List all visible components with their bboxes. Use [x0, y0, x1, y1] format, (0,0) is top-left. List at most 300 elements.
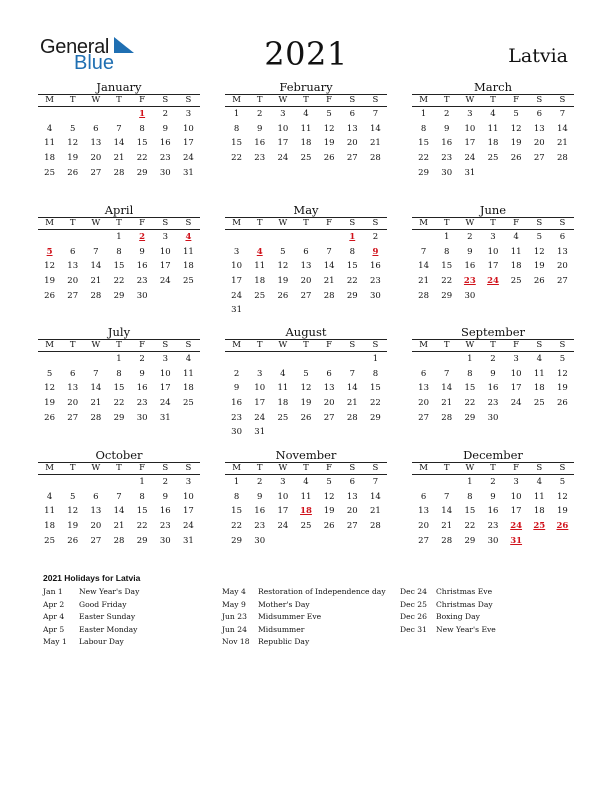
- day-cell: 17: [464, 138, 476, 149]
- day-cell: 5: [559, 354, 566, 365]
- week-row: [412, 504, 574, 519]
- month-may: [225, 203, 387, 318]
- day-cell: 31: [183, 167, 194, 178]
- day-cell: 20: [300, 276, 312, 287]
- holiday-day-cell: 25: [533, 521, 546, 532]
- day-cell: 28: [90, 290, 102, 301]
- weekday-header: S: [177, 340, 200, 352]
- weekday-header: T: [294, 218, 317, 230]
- day-cell: 11: [510, 246, 522, 257]
- day-cell: 28: [113, 167, 125, 178]
- week-row: [412, 259, 574, 274]
- day-cell: 22: [346, 276, 358, 287]
- day-cell: 6: [559, 232, 566, 243]
- holidays-column: [222, 586, 386, 649]
- day-cell: 19: [557, 383, 568, 394]
- holiday-name: Christmas Day: [436, 599, 493, 609]
- week-row: [412, 396, 574, 411]
- day-cell: 17: [183, 506, 194, 517]
- day-cell: 13: [67, 261, 79, 272]
- day-cell: 15: [464, 383, 476, 394]
- day-cell: 29: [370, 412, 381, 423]
- day-cell: 2: [490, 354, 496, 365]
- day-cell: 16: [370, 261, 381, 272]
- logo-general-text: General: [40, 36, 110, 58]
- day-cell: 21: [346, 398, 358, 409]
- day-cell: 22: [441, 276, 453, 287]
- day-cell: 6: [93, 491, 99, 502]
- day-cell: 31: [159, 412, 171, 423]
- day-cell: 7: [372, 477, 379, 488]
- day-cell: 9: [257, 491, 263, 502]
- day-cell: 20: [323, 398, 335, 409]
- day-cell: 25: [487, 153, 499, 164]
- day-cell: 12: [277, 261, 289, 272]
- weekday-header: W: [84, 463, 107, 475]
- empty-cell: [481, 165, 504, 180]
- weekday-header: S: [177, 463, 200, 475]
- month-table: [412, 339, 574, 425]
- day-cell: 5: [303, 368, 309, 379]
- day-cell: 16: [464, 261, 476, 272]
- empty-cell: [84, 107, 107, 122]
- day-cell: 22: [136, 153, 148, 164]
- weekday-header: S: [528, 95, 551, 107]
- holidays-column: [400, 586, 496, 636]
- day-cell: 11: [44, 506, 55, 517]
- week-row: [225, 367, 387, 382]
- weekday-header: S: [528, 340, 551, 352]
- week-row: [38, 519, 200, 534]
- month-table: [412, 217, 574, 303]
- day-cell: 7: [326, 246, 332, 257]
- day-cell: 29: [136, 535, 148, 546]
- day-cell: 5: [70, 123, 76, 134]
- day-cell: 22: [113, 276, 125, 287]
- day-cell: 8: [467, 368, 473, 379]
- day-cell: 18: [533, 383, 545, 394]
- weekday-header: S: [364, 95, 387, 107]
- day-cell: 26: [67, 167, 79, 178]
- weekday-header: T: [435, 218, 458, 230]
- week-row: [225, 245, 387, 260]
- month-table: [225, 217, 387, 318]
- day-cell: 11: [487, 123, 499, 134]
- day-cell: 3: [162, 354, 168, 365]
- month-title: January: [96, 80, 142, 94]
- day-cell: 23: [136, 398, 148, 409]
- holiday-item: [222, 636, 386, 649]
- holiday-day-cell: 18: [300, 506, 312, 517]
- holiday-day-cell: 26: [556, 521, 569, 532]
- day-cell: 6: [420, 368, 427, 379]
- empty-cell: [84, 352, 107, 367]
- day-cell: 19: [323, 506, 335, 517]
- day-cell: 14: [370, 491, 381, 502]
- empty-cell: [341, 425, 364, 440]
- weekday-header: W: [84, 340, 107, 352]
- day-cell: 3: [513, 477, 519, 488]
- day-cell: 9: [467, 246, 473, 257]
- day-cell: 30: [487, 412, 499, 423]
- day-cell: 10: [159, 368, 171, 379]
- month-title: July: [107, 325, 131, 339]
- weekday-header: W: [271, 340, 294, 352]
- day-cell: 9: [444, 123, 450, 134]
- day-cell: 3: [513, 354, 519, 365]
- day-cell: 18: [44, 521, 55, 532]
- day-cell: 29: [113, 290, 125, 301]
- holiday-day-cell: 5: [46, 246, 53, 257]
- weekday-header: T: [435, 95, 458, 107]
- month-february: [225, 80, 387, 165]
- day-cell: 17: [159, 383, 171, 394]
- day-cell: 22: [370, 398, 381, 409]
- day-cell: 21: [323, 276, 335, 287]
- empty-cell: [248, 352, 271, 367]
- holidays-column: [43, 586, 139, 649]
- day-cell: 25: [183, 276, 194, 287]
- empty-cell: [271, 425, 294, 440]
- empty-cell: [294, 230, 317, 245]
- day-cell: 11: [300, 491, 312, 502]
- day-cell: 13: [67, 383, 79, 394]
- empty-cell: [38, 107, 61, 122]
- year-title: 2021: [264, 35, 348, 73]
- day-cell: 24: [183, 153, 194, 164]
- day-cell: 25: [533, 398, 545, 409]
- holiday-name: Boxing Day: [436, 612, 480, 621]
- day-cell: 27: [346, 521, 358, 532]
- week-row: [225, 475, 387, 490]
- week-row: [38, 504, 200, 519]
- day-cell: 19: [67, 153, 79, 164]
- holiday-name: Labour Day: [79, 637, 124, 646]
- day-cell: 27: [418, 535, 429, 546]
- day-cell: 20: [346, 138, 358, 149]
- month-title: April: [104, 203, 134, 217]
- day-cell: 8: [233, 491, 240, 502]
- day-cell: 4: [185, 354, 192, 365]
- day-cell: 4: [536, 354, 542, 365]
- holiday-item: [43, 599, 139, 612]
- day-cell: 24: [277, 521, 289, 532]
- day-cell: 11: [533, 368, 545, 379]
- empty-cell: [61, 352, 84, 367]
- logo-blue-text: Blue: [74, 52, 115, 74]
- week-row: [225, 533, 387, 548]
- day-cell: 2: [257, 109, 263, 120]
- month-title: May: [293, 203, 319, 217]
- week-row: [225, 519, 387, 534]
- weekday-header: T: [61, 340, 84, 352]
- day-cell: 9: [490, 491, 496, 502]
- month-table: [38, 217, 200, 303]
- weekday-header: W: [458, 218, 481, 230]
- day-cell: 10: [231, 261, 242, 272]
- day-cell: 13: [90, 138, 102, 149]
- day-cell: 26: [277, 290, 289, 301]
- day-cell: 20: [67, 276, 79, 287]
- empty-cell: [271, 533, 294, 548]
- empty-cell: [318, 533, 341, 548]
- day-cell: 9: [162, 491, 168, 502]
- day-cell: 6: [349, 477, 355, 488]
- empty-cell: [225, 352, 248, 367]
- empty-cell: [528, 165, 551, 180]
- day-cell: 20: [557, 261, 568, 272]
- day-cell: 28: [346, 412, 358, 423]
- day-cell: 11: [254, 261, 266, 272]
- week-row: [38, 165, 200, 180]
- day-cell: 22: [464, 398, 476, 409]
- day-cell: 12: [557, 491, 568, 502]
- day-cell: 15: [231, 506, 242, 517]
- day-cell: 28: [441, 535, 453, 546]
- weekday-header: F: [505, 218, 528, 230]
- day-cell: 18: [254, 276, 266, 287]
- month-july: [38, 325, 200, 425]
- holiday-day-cell: 31: [510, 535, 523, 546]
- day-cell: 3: [162, 232, 168, 243]
- day-cell: 28: [418, 290, 429, 301]
- empty-cell: [271, 303, 294, 318]
- day-cell: 1: [116, 232, 122, 243]
- day-cell: 3: [233, 246, 240, 257]
- holiday-name: Mother's Day: [258, 599, 310, 609]
- weekday-header: T: [107, 340, 130, 352]
- day-cell: 2: [162, 477, 168, 488]
- week-row: [225, 122, 387, 137]
- day-cell: 27: [67, 412, 79, 423]
- weekday-header: T: [61, 463, 84, 475]
- day-cell: 15: [418, 138, 429, 149]
- day-cell: 14: [441, 383, 453, 394]
- empty-cell: [528, 410, 551, 425]
- day-cell: 16: [254, 138, 266, 149]
- weekday-header: T: [435, 340, 458, 352]
- month-april: [38, 203, 200, 303]
- week-row: [38, 352, 200, 367]
- day-cell: 13: [300, 261, 312, 272]
- weekday-header: T: [481, 218, 504, 230]
- day-cell: 19: [67, 521, 79, 532]
- day-cell: 30: [370, 290, 381, 301]
- holiday-date: Dec 24: [400, 587, 427, 596]
- weekday-header: M: [38, 463, 61, 475]
- week-row: [38, 107, 200, 122]
- weekday-header: F: [318, 463, 341, 475]
- day-cell: 10: [277, 491, 289, 502]
- day-cell: 30: [136, 290, 148, 301]
- day-cell: 12: [323, 491, 335, 502]
- empty-cell: [271, 230, 294, 245]
- day-cell: 14: [441, 506, 453, 517]
- day-cell: 12: [323, 123, 335, 134]
- day-cell: 12: [510, 123, 522, 134]
- month-october: [38, 448, 200, 548]
- empty-cell: [38, 475, 61, 490]
- holiday-day-cell: 24: [510, 521, 523, 532]
- week-row: [38, 533, 200, 548]
- weekday-header: S: [551, 340, 574, 352]
- weekday-header: S: [154, 340, 177, 352]
- day-cell: 24: [159, 398, 171, 409]
- empty-cell: [364, 425, 387, 440]
- empty-cell: [225, 230, 248, 245]
- day-cell: 15: [464, 506, 476, 517]
- day-cell: 4: [46, 123, 53, 134]
- month-table: [225, 94, 387, 165]
- month-title: October: [95, 448, 143, 462]
- month-table: [38, 94, 200, 180]
- day-cell: 16: [136, 383, 148, 394]
- weekday-header: T: [107, 218, 130, 230]
- day-cell: 22: [231, 153, 242, 164]
- day-cell: 9: [162, 123, 168, 134]
- day-cell: 3: [467, 109, 473, 120]
- day-cell: 16: [254, 506, 266, 517]
- day-cell: 19: [300, 398, 312, 409]
- day-cell: 24: [254, 412, 266, 423]
- week-row: [412, 165, 574, 180]
- week-row: [38, 151, 200, 166]
- day-cell: 23: [487, 521, 499, 532]
- empty-cell: [318, 230, 341, 245]
- weekday-header: T: [107, 95, 130, 107]
- day-cell: 25: [510, 276, 522, 287]
- day-cell: 28: [441, 412, 453, 423]
- day-cell: 18: [183, 383, 194, 394]
- week-row: [225, 396, 387, 411]
- holiday-name: Restoration of Independence day: [258, 587, 386, 596]
- day-cell: 30: [136, 412, 148, 423]
- day-cell: 8: [372, 368, 379, 379]
- day-cell: 25: [183, 398, 194, 409]
- day-cell: 20: [418, 398, 429, 409]
- day-cell: 16: [136, 261, 148, 272]
- day-cell: 10: [510, 491, 522, 502]
- day-cell: 8: [139, 491, 145, 502]
- day-cell: 8: [139, 123, 145, 134]
- week-row: [225, 288, 387, 303]
- day-cell: 12: [533, 246, 545, 257]
- day-cell: 6: [70, 246, 76, 257]
- day-cell: 1: [372, 354, 379, 365]
- day-cell: 30: [159, 167, 171, 178]
- month-table: [412, 462, 574, 548]
- holiday-date: Jun 23: [222, 612, 247, 621]
- day-cell: 17: [510, 383, 522, 394]
- day-cell: 11: [44, 138, 55, 149]
- day-cell: 27: [533, 153, 545, 164]
- day-cell: 30: [254, 535, 266, 546]
- day-cell: 17: [159, 261, 171, 272]
- day-cell: 6: [536, 109, 542, 120]
- weekday-header: S: [551, 218, 574, 230]
- day-cell: 4: [303, 109, 309, 120]
- month-september: [412, 325, 574, 425]
- day-cell: 26: [323, 521, 335, 532]
- day-cell: 8: [116, 246, 122, 257]
- day-cell: 1: [467, 477, 473, 488]
- day-cell: 8: [444, 246, 450, 257]
- day-cell: 23: [136, 276, 148, 287]
- day-cell: 22: [231, 521, 242, 532]
- holiday-item: [400, 586, 496, 599]
- day-cell: 17: [487, 261, 499, 272]
- holiday-day-cell: 1: [349, 232, 356, 243]
- day-cell: 15: [113, 383, 125, 394]
- day-cell: 16: [231, 398, 242, 409]
- month-title: August: [285, 325, 327, 339]
- day-cell: 8: [467, 491, 473, 502]
- day-cell: 9: [490, 368, 496, 379]
- holiday-name: Christmas Eve: [436, 587, 493, 596]
- weekday-header: T: [61, 218, 84, 230]
- holiday-date: Apr 5: [43, 624, 65, 634]
- day-cell: 4: [280, 368, 286, 379]
- day-cell: 26: [323, 153, 335, 164]
- week-row: [412, 367, 574, 382]
- weekday-header: S: [551, 95, 574, 107]
- day-cell: 2: [372, 232, 379, 243]
- day-cell: 13: [418, 506, 429, 517]
- day-cell: 9: [139, 368, 145, 379]
- day-cell: 26: [44, 290, 55, 301]
- day-cell: 7: [444, 491, 450, 502]
- empty-cell: [364, 303, 387, 318]
- holiday-item: [400, 611, 496, 624]
- day-cell: 13: [418, 383, 429, 394]
- day-cell: 26: [300, 412, 312, 423]
- day-cell: 3: [257, 368, 263, 379]
- day-cell: 11: [533, 491, 545, 502]
- empty-cell: [551, 533, 574, 548]
- day-cell: 20: [90, 521, 102, 532]
- day-cell: 18: [533, 506, 545, 517]
- month-november: [225, 448, 387, 548]
- day-cell: 25: [300, 521, 312, 532]
- week-row: [412, 475, 574, 490]
- day-cell: 1: [444, 232, 450, 243]
- day-cell: 22: [136, 521, 148, 532]
- day-cell: 23: [254, 153, 266, 164]
- day-cell: 29: [231, 535, 242, 546]
- day-cell: 31: [254, 427, 266, 438]
- day-cell: 11: [277, 383, 289, 394]
- weekday-header: W: [271, 95, 294, 107]
- day-cell: 21: [90, 398, 102, 409]
- day-cell: 14: [557, 123, 568, 134]
- day-cell: 5: [280, 246, 286, 257]
- day-cell: 7: [559, 109, 566, 120]
- weekday-header: M: [225, 218, 248, 230]
- weekday-header: S: [341, 95, 364, 107]
- day-cell: 2: [162, 109, 168, 120]
- weekday-header: T: [481, 463, 504, 475]
- day-cell: 15: [441, 261, 453, 272]
- day-cell: 17: [510, 506, 522, 517]
- weekday-header: T: [107, 463, 130, 475]
- empty-cell: [248, 230, 271, 245]
- weekday-header: F: [505, 340, 528, 352]
- weekday-header: F: [131, 95, 154, 107]
- day-cell: 16: [487, 506, 499, 517]
- month-table: [225, 462, 387, 548]
- week-row: [38, 274, 200, 289]
- day-cell: 13: [533, 123, 545, 134]
